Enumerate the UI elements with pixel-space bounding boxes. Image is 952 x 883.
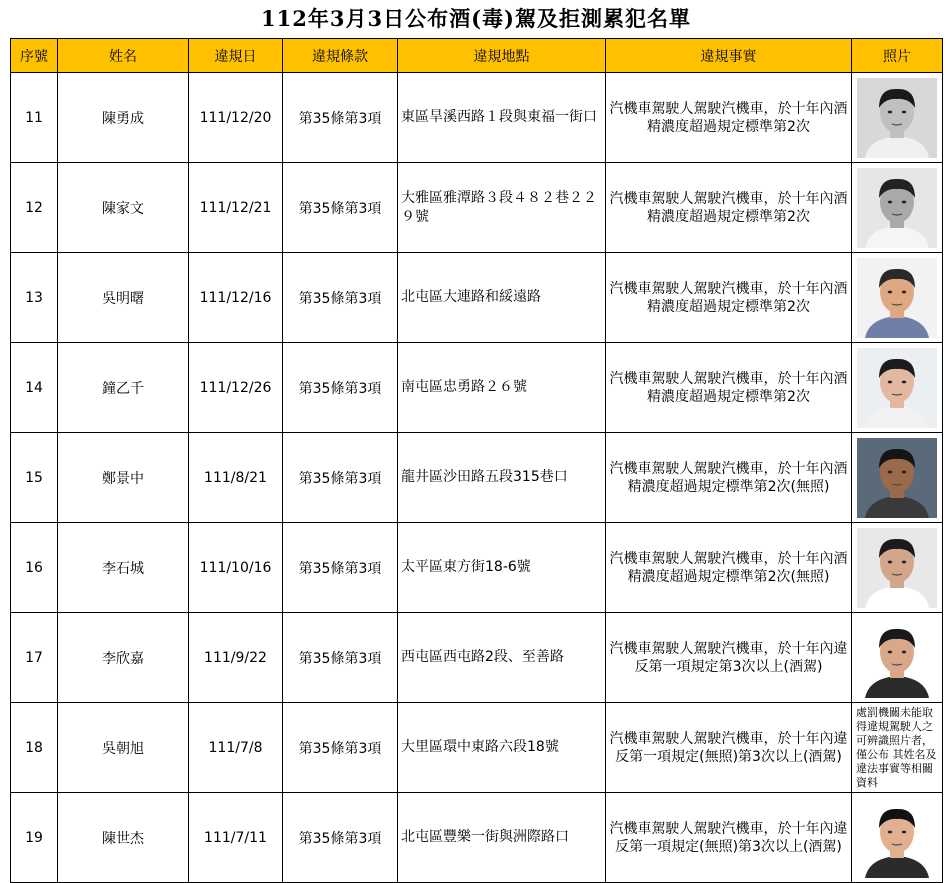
violation-article: 第35條第3項	[283, 703, 398, 793]
portrait-photo	[857, 438, 937, 518]
violation-fact: 汽機車駕駛人駕駛汽機車，於十年內酒精濃度超過規定標準第2次	[606, 253, 852, 343]
violation-fact: 汽機車駕駛人駕駛汽機車，於十年內違反第一項規定(無照)第3次以上(酒駕)	[606, 703, 852, 793]
photo-cell	[852, 163, 943, 253]
violation-fact: 汽機車駕駛人駕駛汽機車，於十年內酒精濃度超過規定標準第2次(無照)	[606, 433, 852, 523]
photo-note-text: 處罰機關未能取得違規駕駛人之可辨識照片者，僅公布 其姓名及違法事實等相關資料	[856, 705, 937, 789]
table-row	[11, 793, 943, 883]
table-row	[11, 73, 943, 163]
table-row	[11, 613, 943, 703]
offender-name: 吳朝旭	[58, 703, 189, 793]
violation-article: 第35條第3項	[283, 73, 398, 163]
violation-location: 大雅區雅潭路３段４８２巷２２９號	[398, 163, 606, 253]
violation-location: 東區旱溪西路１段與東福一街口	[398, 73, 606, 163]
violation-fact: 汽機車駕駛人駕駛汽機車，於十年內酒精濃度超過規定標準第2次	[606, 163, 852, 253]
offender-name: 鐘乙千	[58, 343, 189, 433]
row-number: 18	[11, 703, 58, 793]
violation-date: 111/12/20	[189, 73, 283, 163]
violation-date: 111/10/16	[189, 523, 283, 613]
portrait-photo	[857, 78, 937, 158]
violation-location: 西屯區西屯路2段、至善路	[398, 613, 606, 703]
violation-article: 第35條第3項	[283, 163, 398, 253]
table-row	[11, 433, 943, 523]
photo-cell	[852, 253, 943, 343]
offender-name: 陳世杰	[58, 793, 189, 883]
header-cell: 違規條款	[283, 39, 398, 73]
violation-location: 北屯區豐樂一街與洲際路口	[398, 793, 606, 883]
row-number: 16	[11, 523, 58, 613]
row-number: 19	[11, 793, 58, 883]
header-cell: 序號	[11, 39, 58, 73]
row-number: 13	[11, 253, 58, 343]
violation-article: 第35條第3項	[283, 793, 398, 883]
photo-cell	[852, 613, 943, 703]
violation-article: 第35條第3項	[283, 253, 398, 343]
offender-name: 吳明曙	[58, 253, 189, 343]
photo-cell	[852, 73, 943, 163]
portrait-photo	[857, 618, 937, 698]
offender-name: 李石城	[58, 523, 189, 613]
portrait-photo	[857, 798, 937, 878]
violation-article: 第35條第3項	[283, 343, 398, 433]
violation-date: 111/9/22	[189, 613, 283, 703]
violation-article: 第35條第3項	[283, 613, 398, 703]
violation-date: 111/7/8	[189, 703, 283, 793]
offender-table	[10, 38, 943, 883]
violation-fact: 汽機車駕駛人駕駛汽機車，於十年內酒精濃度超過規定標準第2次(無照)	[606, 523, 852, 613]
portrait-photo	[857, 168, 937, 248]
violation-fact: 汽機車駕駛人駕駛汽機車，於十年內違反第一項規定(無照)第3次以上(酒駕)	[606, 793, 852, 883]
row-number: 15	[11, 433, 58, 523]
violation-date: 111/7/11	[189, 793, 283, 883]
photo-cell	[852, 793, 943, 883]
offender-name: 陳家文	[58, 163, 189, 253]
violation-date: 111/12/16	[189, 253, 283, 343]
offender-name: 陳勇成	[58, 73, 189, 163]
photo-cell	[852, 433, 943, 523]
offender-name: 鄭景中	[58, 433, 189, 523]
violation-fact: 汽機車駕駛人駕駛汽機車，於十年內酒精濃度超過規定標準第2次	[606, 343, 852, 433]
violation-location: 大里區環中東路六段18號	[398, 703, 606, 793]
violation-location: 龍井區沙田路五段315巷口	[398, 433, 606, 523]
offender-name: 李欣嘉	[58, 613, 189, 703]
violation-location: 太平區東方街18-6號	[398, 523, 606, 613]
violation-date: 111/8/21	[189, 433, 283, 523]
violation-article: 第35條第3項	[283, 523, 398, 613]
portrait-photo	[857, 348, 937, 428]
photo-cell	[852, 343, 943, 433]
portrait-photo	[857, 528, 937, 608]
violation-fact: 汽機車駕駛人駕駛汽機車，於十年內酒精濃度超過規定標準第2次	[606, 73, 852, 163]
page-title: 112年3月3日公布酒(毒)駕及拒測累犯名單	[261, 6, 691, 31]
row-number: 14	[11, 343, 58, 433]
photo-cell	[852, 523, 943, 613]
header-cell: 違規地點	[398, 39, 606, 73]
header-cell: 照片	[852, 39, 943, 73]
portrait-photo	[857, 258, 937, 338]
row-number: 17	[11, 613, 58, 703]
table-row	[11, 343, 943, 433]
table-row	[11, 523, 943, 613]
violation-location: 南屯區忠勇路２６號	[398, 343, 606, 433]
violation-location: 北屯區大連路和綏遠路	[398, 253, 606, 343]
table-row	[11, 253, 943, 343]
table-row	[11, 703, 943, 793]
row-number: 11	[11, 73, 58, 163]
table-header-row	[11, 39, 943, 73]
header-cell: 違規日	[189, 39, 283, 73]
row-number: 12	[11, 163, 58, 253]
violation-date: 111/12/21	[189, 163, 283, 253]
violation-fact: 汽機車駕駛人駕駛汽機車，於十年內違反第一項規定第3次以上(酒駕)	[606, 613, 852, 703]
violation-date: 111/12/26	[189, 343, 283, 433]
header-cell: 違規事實	[606, 39, 852, 73]
photo-unavailable-note	[852, 703, 943, 793]
header-cell: 姓名	[58, 39, 189, 73]
violation-article: 第35條第3項	[283, 433, 398, 523]
table-row	[11, 163, 943, 253]
